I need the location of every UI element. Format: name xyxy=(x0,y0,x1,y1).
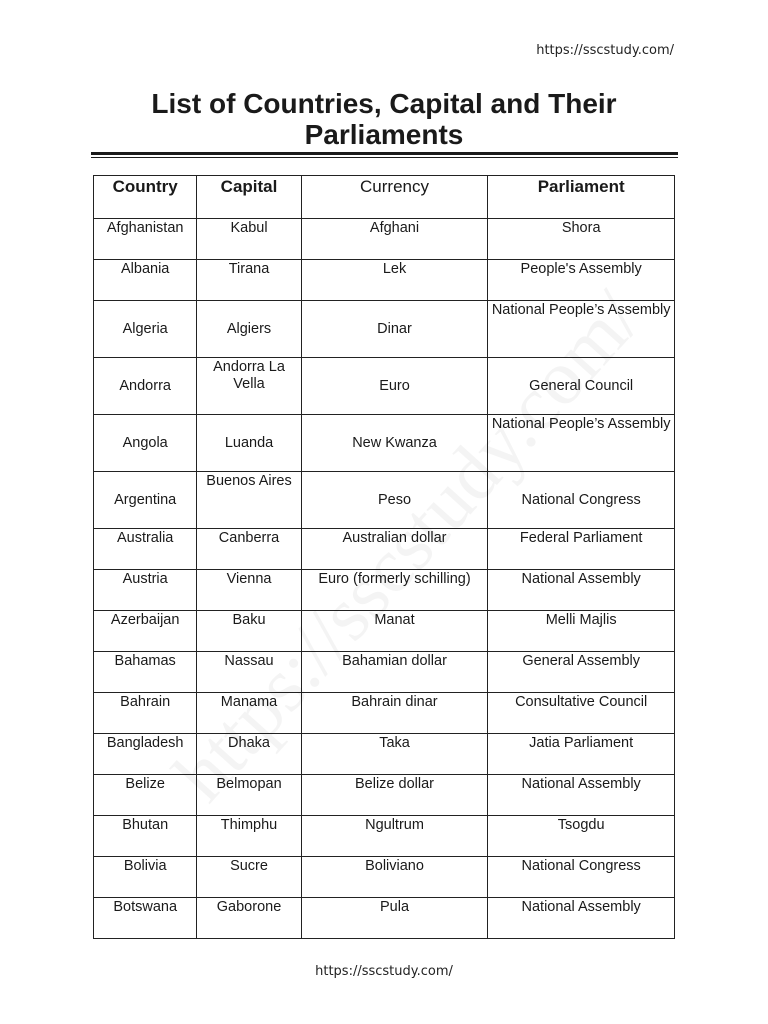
cell-currency: Belize dollar xyxy=(301,775,488,816)
table-row xyxy=(94,775,675,816)
cell-capital: Dhaka xyxy=(197,734,301,775)
title-rule-thick xyxy=(91,152,678,155)
page-title xyxy=(92,88,676,150)
cell-parliament: Tsogdu xyxy=(488,816,675,857)
cell-country: Afghanistan xyxy=(94,219,197,260)
table-row xyxy=(94,693,675,734)
table-row xyxy=(94,652,675,693)
cell-parliament: People's Assembly xyxy=(488,260,675,301)
cell-capital: Algiers xyxy=(197,301,301,358)
header-currency: Currency xyxy=(301,176,488,219)
cell-country: Bahrain xyxy=(94,693,197,734)
cell-currency: Ngultrum xyxy=(301,816,488,857)
cell-capital: Buenos Aires xyxy=(197,472,301,529)
cell-currency: Euro (formerly schilling) xyxy=(301,570,488,611)
countries-table xyxy=(93,175,675,939)
cell-currency: Peso xyxy=(301,472,488,529)
page-title-line1: List of Countries, Capital and Their xyxy=(151,88,617,119)
table-header-row xyxy=(94,176,675,219)
cell-capital: Baku xyxy=(197,611,301,652)
cell-parliament: National Assembly xyxy=(488,898,675,939)
cell-capital: Kabul xyxy=(197,219,301,260)
cell-parliament: General Council xyxy=(488,358,675,415)
table-row xyxy=(94,857,675,898)
cell-parliament: Jatia Parliament xyxy=(488,734,675,775)
cell-country: Austria xyxy=(94,570,197,611)
table-row xyxy=(94,611,675,652)
title-rule-thin xyxy=(91,157,678,158)
table-row xyxy=(94,415,675,472)
table-row xyxy=(94,301,675,358)
cell-capital: Tirana xyxy=(197,260,301,301)
cell-country: Algeria xyxy=(94,301,197,358)
table-row xyxy=(94,816,675,857)
header-parliament: Parliament xyxy=(488,176,675,219)
cell-currency: Lek xyxy=(301,260,488,301)
cell-parliament: Consultative Council xyxy=(488,693,675,734)
cell-parliament: Melli Majlis xyxy=(488,611,675,652)
table-row xyxy=(94,260,675,301)
cell-parliament: Federal Parliament xyxy=(488,529,675,570)
table-row xyxy=(94,734,675,775)
table-row xyxy=(94,358,675,415)
cell-country: Albania xyxy=(94,260,197,301)
cell-country: Argentina xyxy=(94,472,197,529)
cell-currency: Manat xyxy=(301,611,488,652)
cell-currency: Australian dollar xyxy=(301,529,488,570)
cell-currency: New Kwanza xyxy=(301,415,488,472)
cell-capital: Vienna xyxy=(197,570,301,611)
header-capital: Capital xyxy=(197,176,301,219)
table-row xyxy=(94,219,675,260)
cell-country: Bhutan xyxy=(94,816,197,857)
cell-parliament: National People’s Assembly xyxy=(488,301,675,358)
cell-parliament: General Assembly xyxy=(488,652,675,693)
cell-currency: Pula xyxy=(301,898,488,939)
cell-parliament: National People’s Assembly xyxy=(488,415,675,472)
cell-capital: Nassau xyxy=(197,652,301,693)
cell-capital: Belmopan xyxy=(197,775,301,816)
cell-currency: Euro xyxy=(301,358,488,415)
header-url: https://sscstudy.com/ xyxy=(536,43,674,58)
cell-capital: Thimphu xyxy=(197,816,301,857)
table-row xyxy=(94,898,675,939)
cell-country: Angola xyxy=(94,415,197,472)
cell-capital: Gaborone xyxy=(197,898,301,939)
table-row xyxy=(94,570,675,611)
cell-currency: Dinar xyxy=(301,301,488,358)
cell-country: Andorra xyxy=(94,358,197,415)
cell-country: Australia xyxy=(94,529,197,570)
cell-capital: Andorra La Vella xyxy=(197,358,301,415)
cell-parliament: National Congress xyxy=(488,472,675,529)
cell-country: Bolivia xyxy=(94,857,197,898)
cell-parliament: National Assembly xyxy=(488,775,675,816)
footer-url: https://sscstudy.com/ xyxy=(315,964,453,979)
table-row xyxy=(94,472,675,529)
cell-country: Azerbaijan xyxy=(94,611,197,652)
header-country: Country xyxy=(94,176,197,219)
table-row xyxy=(94,529,675,570)
cell-country: Bangladesh xyxy=(94,734,197,775)
cell-capital: Sucre xyxy=(197,857,301,898)
cell-capital: Manama xyxy=(197,693,301,734)
page-title-line2: Parliaments xyxy=(304,119,464,150)
cell-currency: Taka xyxy=(301,734,488,775)
cell-currency: Boliviano xyxy=(301,857,488,898)
cell-country: Belize xyxy=(94,775,197,816)
cell-capital: Luanda xyxy=(197,415,301,472)
cell-parliament: National Congress xyxy=(488,857,675,898)
cell-country: Botswana xyxy=(94,898,197,939)
cell-parliament: National Assembly xyxy=(488,570,675,611)
cell-capital: Canberra xyxy=(197,529,301,570)
cell-currency: Bahrain dinar xyxy=(301,693,488,734)
cell-parliament: Shora xyxy=(488,219,675,260)
cell-country: Bahamas xyxy=(94,652,197,693)
cell-currency: Afghani xyxy=(301,219,488,260)
cell-currency: Bahamian dollar xyxy=(301,652,488,693)
